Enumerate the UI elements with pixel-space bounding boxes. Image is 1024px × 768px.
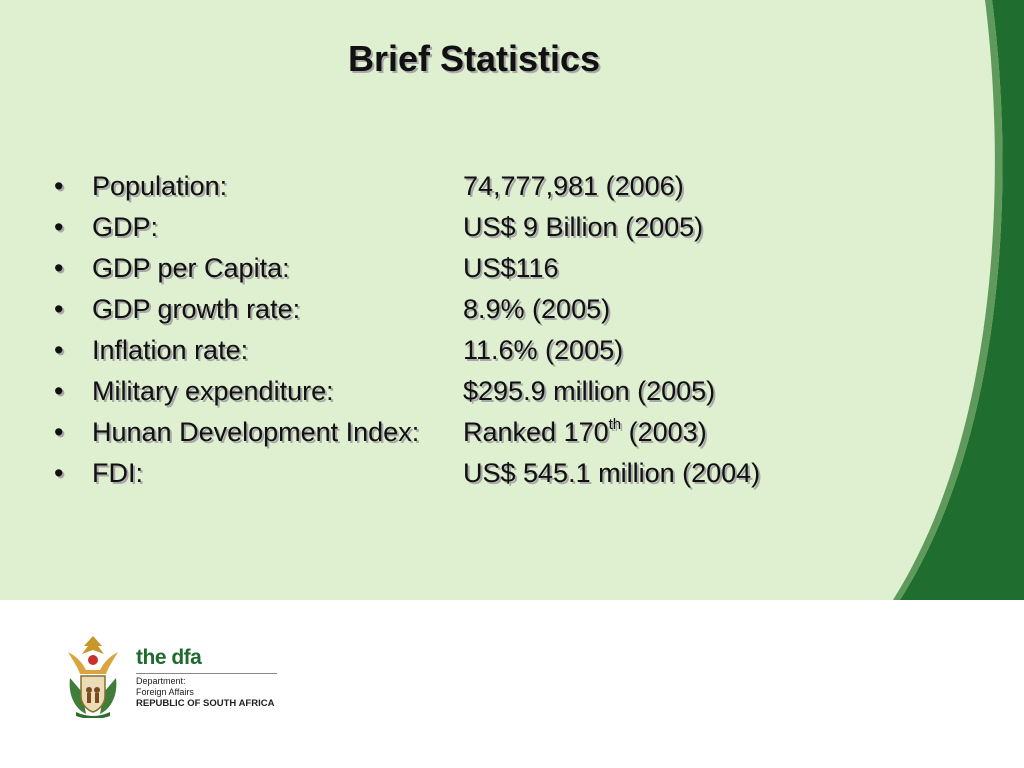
stat-value: 11.6% (2005) [463, 335, 624, 365]
stat-label: GDP growth rate: [92, 294, 301, 324]
bullet: • [54, 335, 64, 365]
stat-row-gdp-per-capita [54, 248, 854, 289]
slide-title: Brief Statistics [347, 38, 601, 79]
bullet: • [54, 294, 64, 324]
stat-row-inflation [54, 330, 854, 371]
stat-row-fdi [54, 453, 854, 494]
bullet: • [54, 417, 64, 447]
bullet: • [54, 171, 64, 201]
stat-value [463, 412, 707, 453]
dfa-logo [62, 632, 292, 722]
stat-value: $295.9 million (2005) [463, 376, 716, 406]
stat-label: GDP: [92, 212, 159, 242]
stats-list [54, 166, 854, 494]
bullet: • [54, 376, 64, 406]
stat-value: US$ 545.1 million (2004) [463, 458, 761, 488]
bullet: • [54, 253, 64, 283]
dept-line-2: Foreign Affairs [136, 687, 194, 697]
stat-value-superscript: th [608, 416, 622, 433]
stat-value: 8.9% (2005) [463, 294, 611, 324]
bullet: • [54, 212, 64, 242]
stat-label: Inflation rate: [92, 335, 249, 365]
brand-the: the [136, 646, 172, 669]
stat-label: GDP per Capita: [92, 253, 290, 283]
stat-row-population [54, 166, 854, 207]
stat-label: Hunan Development Index: [92, 417, 420, 447]
stat-value: US$116 [463, 253, 559, 283]
stat-value: 74,777,981 (2006) [463, 171, 684, 201]
bullet: • [54, 458, 64, 488]
stat-label: Population: [92, 171, 228, 201]
stat-row-military [54, 371, 854, 412]
stat-row-hdi [54, 412, 854, 453]
coat-of-arms-icon [62, 632, 124, 718]
stat-value-prefix: Ranked 170 [463, 417, 609, 447]
dept-line-1: Department: [136, 676, 186, 686]
department-text [136, 676, 274, 709]
dfa-wordmark [136, 646, 201, 670]
stat-row-gdp-growth [54, 289, 854, 330]
stat-label: Military expenditure: [92, 376, 334, 406]
dept-line-3: REPUBLIC OF SOUTH AFRICA [136, 698, 275, 709]
stat-row-gdp [54, 207, 854, 248]
stat-label: FDI: [92, 458, 143, 488]
brand-divider [136, 673, 277, 674]
stat-value: US$ 9 Billion (2005) [463, 212, 704, 242]
brand-dfa: dfa [171, 646, 202, 669]
stat-value-suffix: (2003) [621, 417, 707, 447]
